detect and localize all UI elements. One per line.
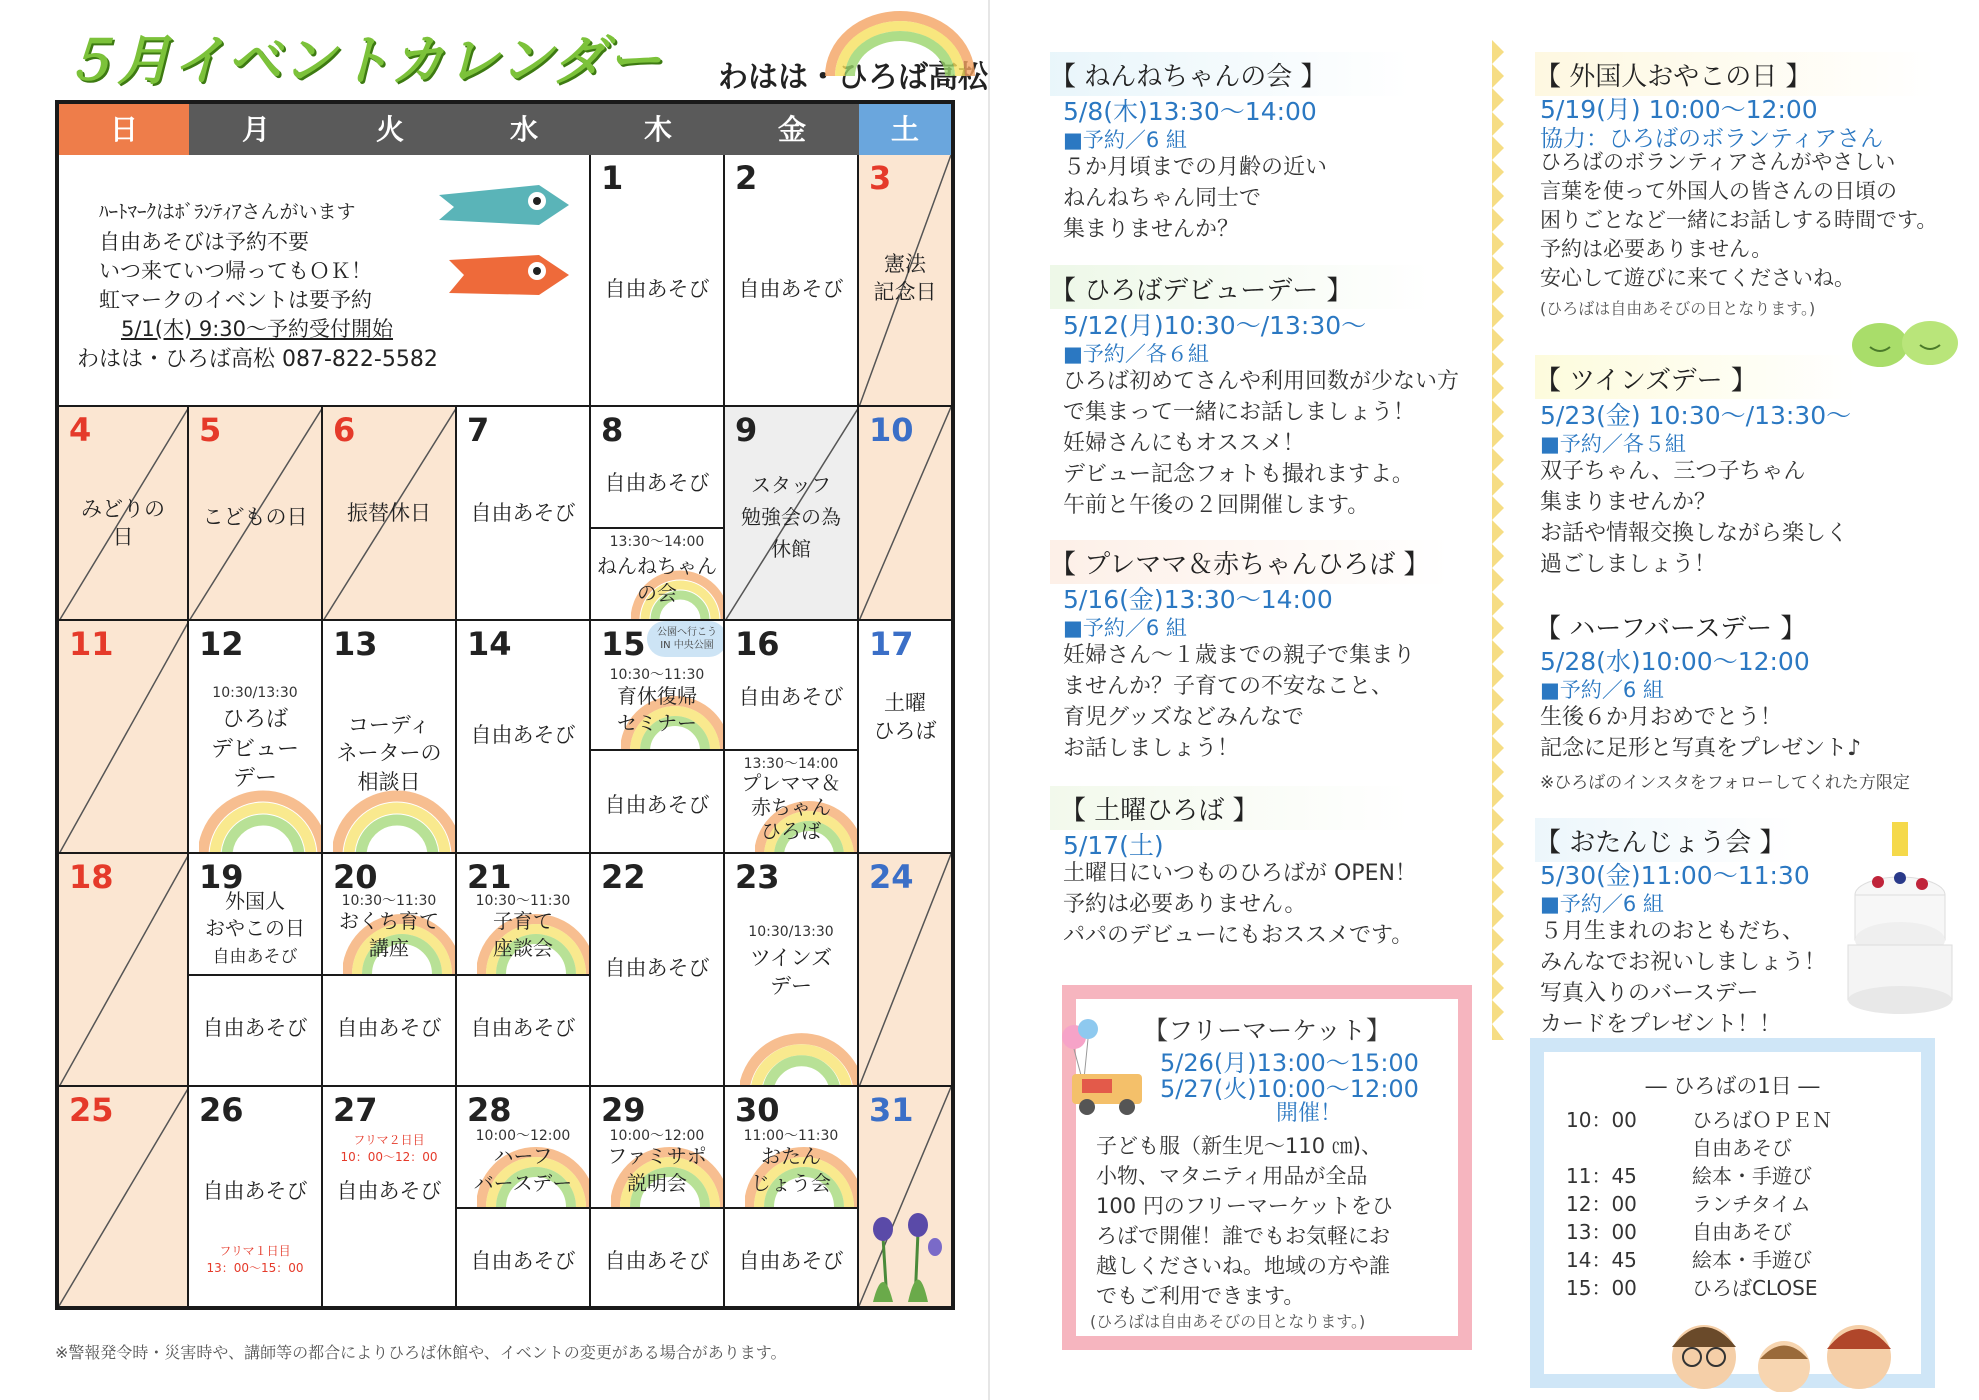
day-cell-17 xyxy=(859,621,951,854)
day-cell-29 xyxy=(591,1087,725,1306)
day-cell-11 xyxy=(59,621,189,854)
day-number: 2 xyxy=(735,159,758,197)
intro-line-3: いつ来ていつ帰ってもＯＫ！ xyxy=(99,259,372,283)
day-activity: 自由あそび xyxy=(470,1249,576,1273)
event-time: 13:30〜14:00 xyxy=(743,756,839,772)
holiday-name: みどりの 日 xyxy=(81,497,165,550)
schedule-activity: ランチタイム xyxy=(1692,1192,1811,1216)
day-cell-21 xyxy=(457,854,591,1087)
day-number: 8 xyxy=(601,411,624,449)
day-activity: 自由あそび xyxy=(470,723,576,747)
schedule-time: 15：00 xyxy=(1566,1276,1637,1300)
day-activity: 自由あそび xyxy=(202,1016,308,1040)
event-reserve-twins: ■予約／各５組 xyxy=(1540,432,1686,456)
day-cell-30 xyxy=(725,1087,859,1306)
event-time: 13:30〜14:00 xyxy=(609,534,705,550)
intro-line-2: 自由あそびは予約不要 xyxy=(99,230,309,254)
schedule-activity: 絵本・手遊び xyxy=(1692,1164,1812,1188)
event-date-premama: 5/16(金)13:30〜14:00 xyxy=(1063,585,1333,614)
day-number: 20 xyxy=(333,858,378,896)
day-number: 29 xyxy=(601,1091,646,1129)
intro-line-1: ﾊｰﾄﾏｰｸはﾎﾞﾗﾝﾃｨｱさんがいます xyxy=(99,201,356,223)
schedule-activity: 絵本・手遊び xyxy=(1692,1248,1812,1272)
event-coop-foreign: 協力：ひろばのボランティアさん xyxy=(1540,126,1884,152)
event-name: ひろば デビュー デー xyxy=(210,707,299,792)
day-number: 7 xyxy=(467,411,490,449)
weekday-fri: 金 xyxy=(725,104,859,155)
holiday-name: こどもの日 xyxy=(202,505,308,529)
clover-icon xyxy=(1850,315,1960,375)
event-title-birthday: 【 おたんじょう会 】 xyxy=(1535,828,1786,858)
children-icon xyxy=(1664,1307,1904,1392)
page-subtitle: わはは・ひろば高松 xyxy=(718,60,988,95)
intro-line-4: 虹マークのイベントは要予約 xyxy=(99,288,372,312)
event-title-twins: 【 ツインズデー 】 xyxy=(1535,366,1757,396)
closed-note: スタッフ 勉強会の為 休館 xyxy=(741,473,841,561)
event-name: ツインズ デー xyxy=(749,946,833,999)
event-time: 10:30/13:30 xyxy=(212,685,298,701)
schedule-activity: ひろばＯＰＥＮ xyxy=(1692,1108,1832,1132)
flea-note: フリマ１日目 13：00〜15：00 xyxy=(206,1244,304,1275)
cake-icon xyxy=(1838,820,1958,1020)
day-cell-19 xyxy=(189,854,323,1087)
day-number: 22 xyxy=(601,858,646,896)
day-number: 6 xyxy=(333,411,356,449)
event-date-half: 5/28(水)10:00〜12:00 xyxy=(1540,647,1810,676)
rainbow-icon xyxy=(740,989,859,1087)
day-cell-28 xyxy=(457,1087,591,1306)
event-reserve-birthday: ■予約／6 組 xyxy=(1540,892,1664,916)
event-name: おくち育て 講座 xyxy=(339,909,439,960)
day-cell-16 xyxy=(725,621,859,854)
flea-held: 開催！ xyxy=(1276,1101,1343,1126)
event-note-half: ※ひろばのインスタをフォローしてくれた方限定 xyxy=(1540,773,1910,793)
event-name: コーディ ネーターの 相談日 xyxy=(336,713,442,794)
day-number: 1 xyxy=(601,159,624,197)
event-body-debut: ひろば初めてさんや利用回数が少ない方 で集まって一緒にお話しましょう！ 妊婦さんにもオススメ！ デビュー記念フォトも撮れますよ。 午前と午後の２回開催します。 xyxy=(1063,369,1460,518)
event-time: 11:00〜11:30 xyxy=(743,1128,839,1144)
day-cell-20 xyxy=(323,854,457,1087)
event-time: 10:30/13:30 xyxy=(748,924,834,940)
day-cell-2 xyxy=(725,155,859,407)
event-time: 10:30〜11:30 xyxy=(475,893,571,909)
event-name: ファミサポ 説明会 xyxy=(607,1144,707,1195)
footnote: ※警報発令時・災害時や、講師等の都合によりひろば休館や、イベントの変更がある場合があります。 xyxy=(55,1343,787,1362)
weekday-sat: 土 xyxy=(859,104,951,155)
day-cell-1 xyxy=(591,155,725,407)
schedule-activity: ひろばCLOSE xyxy=(1692,1276,1818,1300)
day-cell-6 xyxy=(323,407,457,621)
day-number: 4 xyxy=(69,411,92,449)
day-number: 28 xyxy=(467,1091,512,1129)
day-activity: 自由あそび xyxy=(604,471,710,495)
holiday-name: 憲法 記念日 xyxy=(873,252,937,305)
day-cell-22 xyxy=(591,854,725,1087)
event-date-saturday: 5/17(土) xyxy=(1063,831,1164,860)
day-activity: 自由あそび xyxy=(738,685,844,709)
schedule-time: 14：45 xyxy=(1566,1248,1637,1272)
weekday-wed: 水 xyxy=(457,104,591,155)
event-name: ハーフ バースデー xyxy=(473,1144,573,1195)
event-reserve-premama: ■予約／6 組 xyxy=(1063,616,1187,640)
day-number: 5 xyxy=(199,411,222,449)
schedule-title: ― ひろばの1日 ― xyxy=(1645,1074,1820,1098)
day-number: 14 xyxy=(467,625,512,663)
day-activity: 自由あそび xyxy=(738,1249,844,1273)
event-title-premama: 【 プレママ＆赤ちゃんひろば 】 xyxy=(1050,550,1430,580)
day-cell-18 xyxy=(59,854,189,1087)
event-body-nenne: ５か月頃までの月齢の近い ねんねちゃん同士で 集まりませんか？ xyxy=(1063,155,1328,242)
day-activity: 自由あそび xyxy=(604,277,710,301)
event-reserve-debut: ■予約／各６組 xyxy=(1063,342,1209,366)
day-number: 24 xyxy=(869,858,914,896)
day-number: 11 xyxy=(69,625,114,663)
toy-truck-icon xyxy=(1052,1019,1162,1119)
event-name: 土曜 ひろば xyxy=(873,691,937,744)
event-body-premama: 妊婦さん〜１歳までの親子で集まり ませんか？子育ての不安なこと、 育児グッズなどみんなで お話しましょう！ xyxy=(1063,643,1416,761)
event-name: 外国人 おやこの日 xyxy=(205,889,305,940)
day-number: 13 xyxy=(333,625,378,663)
page-title: ５月イベントカレンダー xyxy=(62,29,662,92)
rainbow-icon xyxy=(820,8,980,78)
event-date-twins: 5/23(金) 10:30〜/13:30〜 xyxy=(1540,401,1852,430)
calendar-grid xyxy=(55,100,955,1310)
event-title-foreign: 【 外国人おやこの日 】 xyxy=(1535,62,1812,92)
event-time: 10:00〜12:00 xyxy=(475,1128,571,1144)
day-number: 18 xyxy=(69,858,114,896)
day-number: 26 xyxy=(199,1091,244,1129)
day-cell-4 xyxy=(59,407,189,621)
intro-line-6: わはは・ひろば高松 087-822-5582 xyxy=(77,347,438,372)
event-name: 子育て 座談会 xyxy=(493,909,553,960)
flea-note: (ひろばは自由あそびの日となります。) xyxy=(1090,1312,1366,1331)
weekday-sun: 日 xyxy=(59,104,189,155)
day-number: 27 xyxy=(333,1091,378,1129)
day-number: 30 xyxy=(735,1091,780,1129)
day-activity: 自由あそび xyxy=(604,793,710,817)
schedule-box xyxy=(1530,1038,1935,1388)
event-reserve-half: ■予約／6 組 xyxy=(1540,678,1664,702)
schedule-time: 12：00 xyxy=(1566,1192,1637,1216)
day-activity: 自由あそび xyxy=(336,1179,442,1203)
flea-date-2: 5/27(火)10:00〜12:00 xyxy=(1160,1075,1419,1103)
flea-note: フリマ２日目 10：00〜12：00 xyxy=(340,1133,438,1164)
zigzag-divider xyxy=(1492,40,1504,1040)
day-cell-25 xyxy=(59,1087,189,1306)
day-cell-27 xyxy=(323,1087,457,1306)
day-number: 3 xyxy=(869,159,892,197)
day-number: 25 xyxy=(69,1091,114,1129)
park-badge: 公園へ行こう IN 中央公園 xyxy=(647,621,725,657)
event-note-foreign: (ひろばは自由あそびの日となります。) xyxy=(1540,299,1816,318)
day-activity: 自由あそび xyxy=(336,1016,442,1040)
holiday-name: 振替休日 xyxy=(347,501,431,525)
schedule-time: 10：00 xyxy=(1566,1108,1637,1132)
event-date-foreign: 5/19(月) 10:00〜12:00 xyxy=(1540,95,1818,124)
event-body-twins: 双子ちゃん、三つ子ちゃん 集まりませんか？ お話や情報交換しながら楽しく 過ごしましょう！ xyxy=(1540,459,1849,577)
day-cell-5 xyxy=(189,407,323,621)
weekday-mon: 月 xyxy=(189,104,323,155)
event-body-saturday: 土曜日にいつものひろばが OPEN！ 予約は必要ありません。 パパのデビューにもおススメです。 xyxy=(1063,861,1417,948)
day-cell-23 xyxy=(725,854,859,1087)
day-activity: 自由あそび xyxy=(470,501,576,525)
event-time: 10:00〜12:00 xyxy=(609,1128,705,1144)
day-activity: 自由あそび xyxy=(738,277,844,301)
event-body-half: 生後６か月おめでとう！ 記念に足形と写真をプレゼント♪ xyxy=(1540,705,1862,761)
day-number: 10 xyxy=(869,411,914,449)
event-date-nenne: 5/8(木)13:30〜14:00 xyxy=(1063,97,1317,126)
event-sub: 自由あそび xyxy=(212,947,298,967)
event-date-debut: 5/12(月)10:30〜/13:30〜 xyxy=(1063,311,1367,340)
day-cell-9 xyxy=(725,407,859,621)
day-activity: 自由あそび xyxy=(604,956,710,980)
flea-body: 子ども服（新生児〜110 ㎝)、 小物、マタニティ用品が全品 100 円のフリーマーケットをひ ろばで開催！誰でもお気軽にお 越しくださいね。地域の方や誰 でもご利用できます。 xyxy=(1096,1134,1393,1308)
day-activity: 自由あそび xyxy=(604,1249,710,1273)
koinobori-icon xyxy=(429,175,579,325)
day-number: 17 xyxy=(869,625,914,663)
event-reserve-nenne: ■予約／6 組 xyxy=(1063,128,1187,152)
day-number: 16 xyxy=(735,625,780,663)
day-activity: 自由あそび xyxy=(470,1016,576,1040)
day-cell-7 xyxy=(457,407,591,621)
day-cell-3 xyxy=(859,155,951,407)
event-body-birthday: ５月生まれのおともだち、 みんなでお祝いしましょう！ 写真入りのバースデー カードをプレゼント！！ xyxy=(1540,919,1827,1037)
event-title-debut: 【 ひろばデビューデー 】 xyxy=(1050,276,1353,306)
page-divider xyxy=(988,0,990,1400)
day-number: 12 xyxy=(199,625,244,663)
schedule-time: 13：00 xyxy=(1566,1220,1637,1244)
day-number: 31 xyxy=(869,1091,914,1129)
day-cell-15 xyxy=(591,621,725,854)
event-date-birthday: 5/30(金)11:00〜11:30 xyxy=(1540,861,1810,890)
day-cell-13 xyxy=(323,621,457,854)
event-time: 10:30〜11:30 xyxy=(341,893,437,909)
schedule-activity: 自由あそび xyxy=(1692,1220,1792,1244)
schedule-time: 11：45 xyxy=(1566,1164,1637,1188)
intro-line-5: 5/1(木) 9:30〜予約受付開始 xyxy=(121,317,394,341)
event-body-foreign: ひろばのボランティアさんがやさしい 言葉を使って外国人の皆さんの日頃の 困りごとなど一緒にお話しする時間です。 予約は必要ありません。 安心して遊びに来てくださいね。 xyxy=(1540,150,1938,290)
event-title-half: 【 ハーフバースデー 】 xyxy=(1535,614,1807,644)
event-title-saturday: 【 土曜ひろば 】 xyxy=(1060,796,1259,826)
event-title-nenne: 【 ねんねちゃんの会 】 xyxy=(1050,62,1327,92)
day-cell-10 xyxy=(859,407,951,621)
day-number: 21 xyxy=(467,858,512,896)
day-cell-31 xyxy=(859,1087,951,1306)
day-number: 15 xyxy=(601,625,646,663)
event-time: 10:30〜11:30 xyxy=(609,667,705,683)
intro-cell xyxy=(59,155,591,407)
weekday-tue: 火 xyxy=(323,104,457,155)
event-name: 育休復帰 セミナー xyxy=(617,684,697,735)
day-cell-26 xyxy=(189,1087,323,1306)
schedule-activity: 自由あそび xyxy=(1692,1136,1792,1160)
day-number: 19 xyxy=(199,858,244,896)
day-cell-12 xyxy=(189,621,323,854)
flea-market-box xyxy=(1062,985,1472,1350)
day-number: 9 xyxy=(735,411,758,449)
flea-title: 【フリーマーケット】 xyxy=(1143,1016,1391,1045)
event-name: ねんねちゃん の会 xyxy=(597,554,717,605)
event-name: プレママ＆ 赤ちゃん ひろば xyxy=(741,771,841,843)
day-cell-14 xyxy=(457,621,591,854)
day-cell-8 xyxy=(591,407,725,621)
iris-icon xyxy=(863,1207,947,1302)
day-cell-24 xyxy=(859,854,951,1087)
flea-date-1: 5/26(月)13:00〜15:00 xyxy=(1160,1049,1419,1077)
day-number: 23 xyxy=(735,858,780,896)
event-name: おたん じょう会 xyxy=(751,1144,831,1195)
day-activity: 自由あそび xyxy=(202,1179,308,1203)
weekday-thu: 木 xyxy=(591,104,725,155)
